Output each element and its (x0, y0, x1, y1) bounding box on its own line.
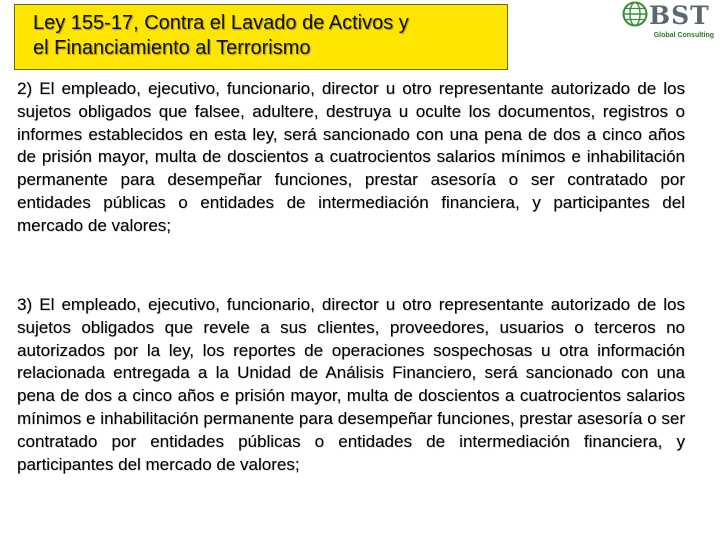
globe-icon (622, 1, 648, 32)
paragraph-article-2: 2) El empleado, ejecutivo, funcionario, director u otro representante autorizado de los sujetos obligados que falsee, adultere, destruya u oculte los documentos, registros o informes establecidos en esta ley, será sancionado con una pena de dos a cinco años de prisión mayor, multa de doscientos a cuatrocientos salarios mínimos e inhabilitación permanente para desempeñar funciones, prestar asesoría o ser contratado por entidades públicas o entidades de intermediación financiera, y participantes del mercado de valores; (17, 79, 685, 235)
company-logo (622, 2, 716, 42)
title-banner (14, 4, 508, 70)
paragraph-article-3: 3) El empleado, ejecutivo, funcionario, director u otro representante autorizado de los sujetos obligados que revele a sus clientes, proveedores, usuarios o terceros no autorizados por la ley, los reportes de operaciones sospechosas u otra información relacionada entregada a la Unidad de Análisis Financiero, será sancionado con una pena de dos a cinco años e prisión mayor, multa de doscientos a cuatrocientos salarios mínimos e inhabilitación permanente para desempeñar funciones, prestar asesoría o ser contratado por entidades públicas o entidades de intermediación financiera, y participantes del mercado de valores; (17, 295, 685, 474)
title-line-2: el Financiamiento al Terrorismo (33, 37, 311, 59)
title-line-1: Ley 155-17, Contra el Lavado de Activos y (33, 12, 409, 34)
logo-text: BST (649, 1, 710, 30)
logo-subtitle: Global Consulting (653, 32, 714, 39)
